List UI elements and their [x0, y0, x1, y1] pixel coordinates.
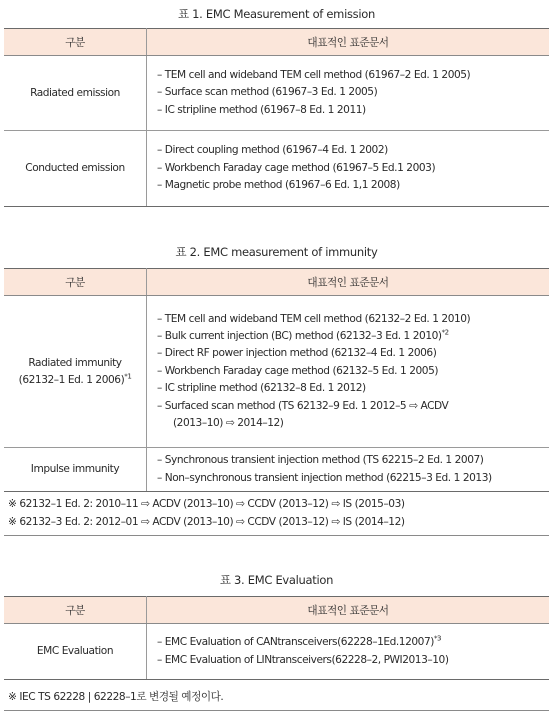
- table-row: [4, 448, 549, 492]
- table2-caption: 표 2. EMC measurement of immunity: [175, 245, 378, 259]
- table1-caption: 표 1. EMC Measurement of emission: [178, 7, 375, 21]
- table3-col2-header: 대표적인 표준문서: [147, 597, 550, 624]
- standards-cell: [147, 56, 550, 131]
- list-item: – IC stripline method (61967–8 Ed. 1 2011): [157, 103, 366, 116]
- category-cell: Radiated emission: [4, 56, 147, 131]
- list-item: – Workbench Faraday cage method (61967–5 Ed.1 2003): [157, 161, 436, 174]
- list-item: – Non–synchronous transient injection method (62215–3 Ed. 1 2013): [157, 471, 492, 484]
- table-row: [4, 131, 549, 207]
- list-item-continuation: (2013–10) ⇨ 2014–12): [173, 417, 284, 430]
- table2: [4, 268, 549, 492]
- list-item: – Surfaced scan method (TS 62132–9 Ed. 1 2012–5 ⇨ ACDV: [157, 399, 449, 412]
- footnote-marker: *3: [433, 634, 442, 643]
- list-item: – Magnetic probe method (61967–6 Ed. 1,1 2008): [157, 179, 400, 192]
- table2-note: ※ 62132–3 Ed. 2: 2012–01 ⇨ ACDV (2013–10) ⇨ CCDV (2013–12) ⇨ IS (2014–12): [8, 516, 405, 528]
- standards-cell: [147, 131, 550, 207]
- standards-cell: [147, 296, 550, 448]
- footnote-marker: *1: [124, 371, 132, 380]
- table-row: [4, 624, 549, 680]
- list-item: – IC stripline method (62132–8 Ed. 1 2012): [157, 382, 366, 395]
- table-row: [4, 296, 549, 448]
- table2-col2-header: 대표적인 표준문서: [147, 269, 550, 296]
- table1-col1-header: 구분: [4, 29, 147, 56]
- table2-note: ※ 62132–1 Ed. 2: 2010–11 ⇨ ACDV (2013–10) ⇨ CCDV (2013–12) ⇨ IS (2015–03): [8, 498, 405, 510]
- category-label: Radiated immunity: [28, 356, 122, 369]
- category-cell: Conducted emission: [4, 131, 147, 207]
- list-item: – Bulk current injection (BC) method (62132–3 Ed. 1 2010)$^{*2}$: [157, 328, 449, 342]
- standards-cell: [147, 448, 550, 492]
- category-cell: EMC Evaluation: [4, 624, 147, 680]
- category-cell: [4, 296, 147, 448]
- table2-header: [4, 269, 549, 296]
- footnote-marker: *2: [441, 328, 449, 337]
- table-row: [4, 56, 549, 131]
- category-cell: Impulse immunity: [4, 448, 147, 492]
- list-item: – EMC Evaluation of CANtransceivers(62228–1Ed.12007)$^{*3}$: [157, 634, 442, 649]
- table3-note: ※ IEC TS 62228 | 62228–1로 변경될 예정이다.: [8, 691, 224, 703]
- list-item: – TEM cell and wideband TEM cell method (61967–2 Ed. 1 2005): [157, 68, 471, 81]
- list-item: – Workbench Faraday cage method (62132–5 Ed. 1 2005): [157, 364, 439, 377]
- list-item: – Direct coupling method (61967–4 Ed. 1 2002): [157, 144, 388, 157]
- table3: [4, 596, 549, 680]
- divider: [4, 710, 549, 711]
- table1: [4, 28, 549, 207]
- table1-col2-header: 대표적인 표준문서: [147, 29, 550, 56]
- list-item: – TEM cell and wideband TEM cell method (62132–2 Ed. 1 2010): [157, 312, 471, 325]
- table2-col1-header: 구분: [4, 269, 147, 296]
- table3-col1-header: 구분: [4, 597, 147, 624]
- list-item: – EMC Evaluation of LINtransceivers(62228–2, PWI2013–10): [157, 653, 449, 666]
- table1-header: [4, 29, 549, 56]
- standards-cell: [147, 624, 550, 680]
- category-standard: (62132–1 Ed. 1 2006)$^{*1}$: [18, 371, 132, 386]
- divider: [4, 535, 549, 536]
- list-item: – Direct RF power injection method (62132–4 Ed. 1 2006): [157, 347, 437, 360]
- table3-caption: 표 3. EMC Evaluation: [219, 573, 334, 587]
- table3-header: [4, 597, 549, 624]
- list-item: – Surface scan method (61967–3 Ed. 1 2005): [157, 86, 378, 99]
- list-item: – Synchronous transient injection method (TS 62215–2 Ed. 1 2007): [157, 454, 484, 467]
